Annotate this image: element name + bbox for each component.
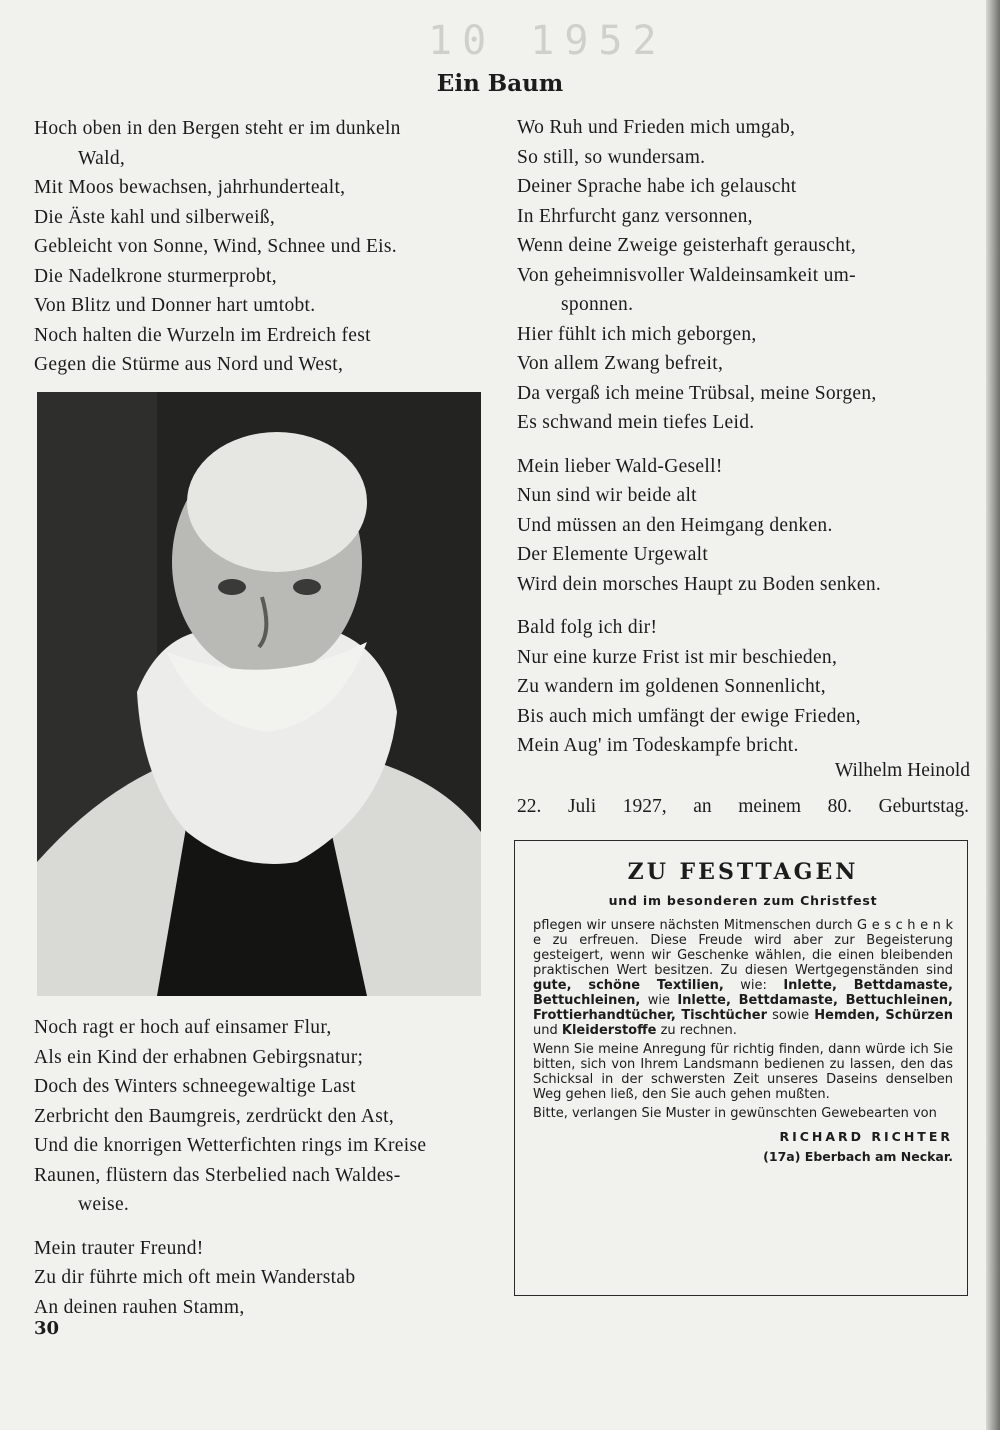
poem-left-top <box>34 114 494 380</box>
poem-line: Gegen die Stürme aus Nord und West, <box>34 354 344 375</box>
ad-bold-text: Hemden, Schürzen <box>814 1008 953 1023</box>
poem-dateline: 22. Juli 1927, an meinem 80. Geburtstag. <box>517 796 969 817</box>
poem-line: Wird dein morsches Haupt zu Boden senken. <box>517 573 882 595</box>
poem-author: Wilhelm Heinold <box>834 760 970 781</box>
poem-line: Zu wandern im goldenen Sonnenlicht, <box>517 676 826 697</box>
poem-line: sponnen. <box>561 294 634 315</box>
ad-text: zu rechnen. <box>656 1023 737 1038</box>
ad-bold-text: gute, schöne Textilien, <box>533 978 724 993</box>
poem-line: Mein lieber Wald-Gesell! <box>517 455 723 477</box>
advertisement-box <box>514 840 968 1296</box>
poem-line: An deinen rauhen Stamm, <box>34 1296 245 1318</box>
poem-line: Mein Aug' im Todeskampfe bricht. <box>517 735 799 756</box>
poem-line: Wald, <box>78 147 126 169</box>
poem-line: Noch halten die Wurzeln im Erdreich fest <box>34 324 371 346</box>
poem-line: Gebleicht von Sonne, Wind, Schnee und Eis. <box>34 236 397 257</box>
ad-paragraph-1 <box>533 918 953 1038</box>
poem-line: Und die knorrigen Wetterfichten rings im Kreise <box>34 1135 427 1156</box>
poem-line: Die Nadelkrone sturmerprobt, <box>34 265 277 287</box>
portrait-photo <box>37 392 481 996</box>
poem-line: Mit Moos bewachsen, jahrhundertealt, <box>34 177 346 198</box>
firm-name: RICHARD RICHTER <box>779 1129 953 1144</box>
poem-line: Raunen, flüstern das Sterbelied nach Waldes- <box>34 1164 401 1186</box>
ad-text: wie: <box>723 978 784 993</box>
poem-line: Wenn deine Zweige geisterhaft gerauscht, <box>517 235 857 256</box>
poem-line: Von geheimnisvoller Waldeinsamkeit um- <box>517 264 856 286</box>
poem-line: Doch des Winters schneegewaltige Last <box>34 1076 356 1097</box>
poem-line: Zu dir führte mich oft mein Wanderstab <box>34 1267 356 1288</box>
ad-headline: ZU FESTTAGEN <box>627 859 859 885</box>
poem-line: Als ein Kind der erhabnen Gebirgsnatur; <box>34 1046 364 1068</box>
poem-right-column <box>517 113 947 761</box>
poem-line: Bis auch mich umfängt der ewige Frieden, <box>517 705 861 727</box>
ad-paragraph-2: Wenn Sie meine Anregung für richtig finden, dann würde ich Sie bitten, sich von Ihrem Landsmann bedienen zu lassen, den das Schicksal in der schwersten Zeit unseres Daseins denselben Weg gehen ließ, den Sie auch gehen mußten. <box>533 1042 953 1102</box>
poem-line: Da vergaß ich meine Trübsal, meine Sorgen, <box>517 382 877 404</box>
ad-text: wie <box>640 993 678 1008</box>
ad-bold-text: Inlette, Bettdamaste, Bettuchleinen, Frottierhandtücher, Tischtücher <box>533 993 953 1023</box>
poem-line: weise. <box>78 1194 130 1215</box>
portrait-drawing <box>37 392 481 996</box>
poem-line: Zerbricht den Baumgreis, zerdrückt den Ast, <box>34 1105 394 1127</box>
poem-line: Und müssen an den Heimgang denken. <box>517 514 833 536</box>
ad-text: sowie <box>767 1008 815 1023</box>
poem-line: Mein trauter Freund! <box>34 1237 204 1259</box>
poem-line: Von Blitz und Donner hart umtobt. <box>34 295 316 316</box>
ad-bold-text: Inlette, Bettdamaste, Bettuchleinen, <box>533 978 953 1008</box>
page-number: 30 <box>34 1318 60 1339</box>
poem-line: Nur eine kurze Frist ist mir beschieden, <box>517 646 838 668</box>
ad-paragraph-3: Bitte, verlangen Sie Muster in gewünschten Gewebearten von <box>533 1106 937 1121</box>
page-edge-shadow <box>986 0 1000 1430</box>
date-stamp: 10 1952 <box>428 18 667 64</box>
poem-line: Bald folg ich dir! <box>517 617 658 638</box>
poem-line: So still, so wundersam. <box>517 146 706 168</box>
poem-title: Ein Baum <box>436 70 564 97</box>
ad-signature <box>533 1127 953 1167</box>
poem-line: Hier fühlt ich mich geborgen, <box>517 323 757 345</box>
poem-line: Nun sind wir beide alt <box>517 485 697 506</box>
poem-left-bottom <box>34 1013 494 1322</box>
firm-address: (17a) Eberbach am Neckar. <box>763 1149 953 1164</box>
poem-line: In Ehrfurcht ganz versonnen, <box>517 205 753 227</box>
ad-text: und <box>533 1023 562 1038</box>
poem-line: Die Äste kahl und silberweiß, <box>34 206 276 228</box>
ad-subheadline: und im besonderen zum Christfest <box>608 893 878 908</box>
ad-bold-text: Kleiderstoffe <box>561 1023 657 1038</box>
poem-line: Noch ragt er hoch auf einsamer Flur, <box>34 1017 332 1038</box>
poem-line: Hoch oben in den Bergen steht er im dunkeln <box>34 118 401 139</box>
poem-line: Der Elemente Urgewalt <box>517 544 709 565</box>
poem-line: Von allem Zwang befreit, <box>517 353 724 374</box>
ad-text: pflegen wir unsere nächsten Mitmenschen durch G e s c h e n k e zu erfreuen. Diese Freude wird aber zur Begeisterung gesteigert, wenn wir Geschenke wählen, die einen bleibenden praktischen Wert besitzen. Zu diesen Wertgegenständen sind <box>533 918 953 978</box>
poem-line: Deiner Sprache habe ich gelauscht <box>517 176 797 197</box>
poem-line: Es schwand mein tiefes Leid. <box>517 412 755 433</box>
poem-line: Wo Ruh und Frieden mich umgab, <box>517 117 796 138</box>
